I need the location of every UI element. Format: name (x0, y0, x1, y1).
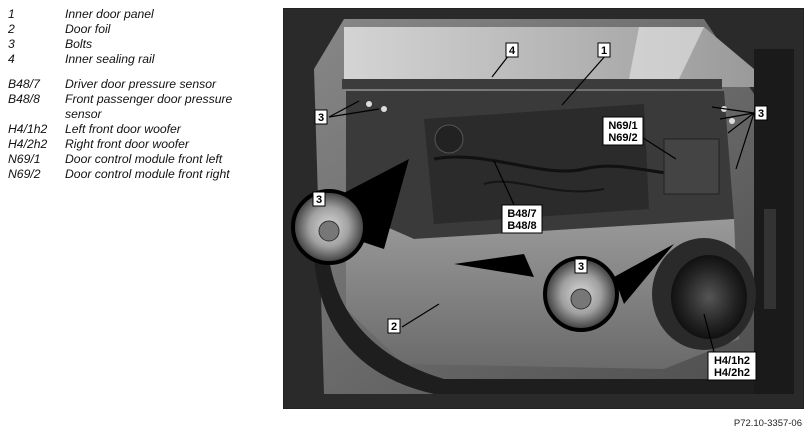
pressure-sensor (435, 125, 463, 153)
callout-n69-2: N69/2 (608, 132, 638, 144)
legend-row (8, 37, 270, 52)
callout-h4-1h2: H4/1h2 (713, 355, 751, 367)
legend-code: N69/1 (8, 152, 41, 166)
legend-row (8, 22, 270, 37)
legend-description: Door foil (65, 22, 111, 36)
door-illustration (284, 9, 803, 408)
legend-row (8, 152, 270, 167)
door-control-module (664, 139, 719, 194)
callout-3-zoom-middle: 3 (577, 261, 585, 273)
legend-code: B48/7 (8, 77, 40, 91)
legend-code: H4/1h2 (8, 122, 48, 136)
legend-code: B48/8 (8, 92, 40, 106)
legend-row (8, 52, 270, 67)
legend-row (8, 92, 270, 122)
callout-3-left: 3 (317, 112, 325, 124)
legend-description: Front passenger door pressure sensor (65, 92, 233, 121)
figure-reference: P72.10-3357-06 (733, 418, 802, 429)
legend (8, 7, 270, 182)
bolt-marker (381, 106, 387, 112)
woofer-cone (671, 255, 747, 339)
door-photo (283, 8, 804, 409)
legend-code: H4/2h2 (8, 137, 48, 151)
legend-description: Bolts (65, 37, 93, 51)
inner-sealing-rail (342, 79, 722, 89)
legend-code: 1 (8, 7, 15, 21)
legend-code: 4 (8, 52, 15, 66)
legend-row (8, 167, 270, 182)
zoom-bolt-left (319, 221, 339, 241)
callout-2: 2 (390, 321, 398, 333)
zoom-bolt-middle (571, 289, 591, 309)
bolt-marker (366, 101, 372, 107)
legend-description: Door control module front left (65, 152, 223, 166)
bolt-marker (729, 118, 735, 124)
legend-row (8, 7, 270, 22)
callout-1: 1 (600, 45, 608, 57)
legend-code: 3 (8, 37, 15, 51)
legend-row (8, 77, 270, 92)
legend-description: Right front door woofer (65, 137, 189, 151)
legend-code: N69/2 (8, 167, 41, 181)
callout-b48-7: B48/7 (507, 208, 537, 220)
legend-description: Inner sealing rail (65, 52, 155, 66)
callout-h4-2h2: H4/2h2 (713, 367, 751, 379)
legend-row (8, 137, 270, 152)
callout-b48-8: B48/8 (507, 220, 537, 232)
callout-n69-1: N69/1 (608, 120, 638, 132)
callout-3-zoom-left: 3 (315, 194, 323, 206)
legend-code: 2 (8, 22, 15, 36)
legend-group-parts (8, 7, 270, 67)
legend-description: Inner door panel (65, 7, 154, 21)
hinge-bellows (764, 209, 776, 309)
callout-4: 4 (508, 45, 516, 57)
legend-group-components (8, 77, 270, 182)
legend-description: Door control module front right (65, 167, 230, 181)
legend-row (8, 122, 270, 137)
legend-description: Left front door woofer (65, 122, 181, 136)
legend-description: Driver door pressure sensor (65, 77, 217, 91)
callout-3-right: 3 (757, 108, 765, 120)
